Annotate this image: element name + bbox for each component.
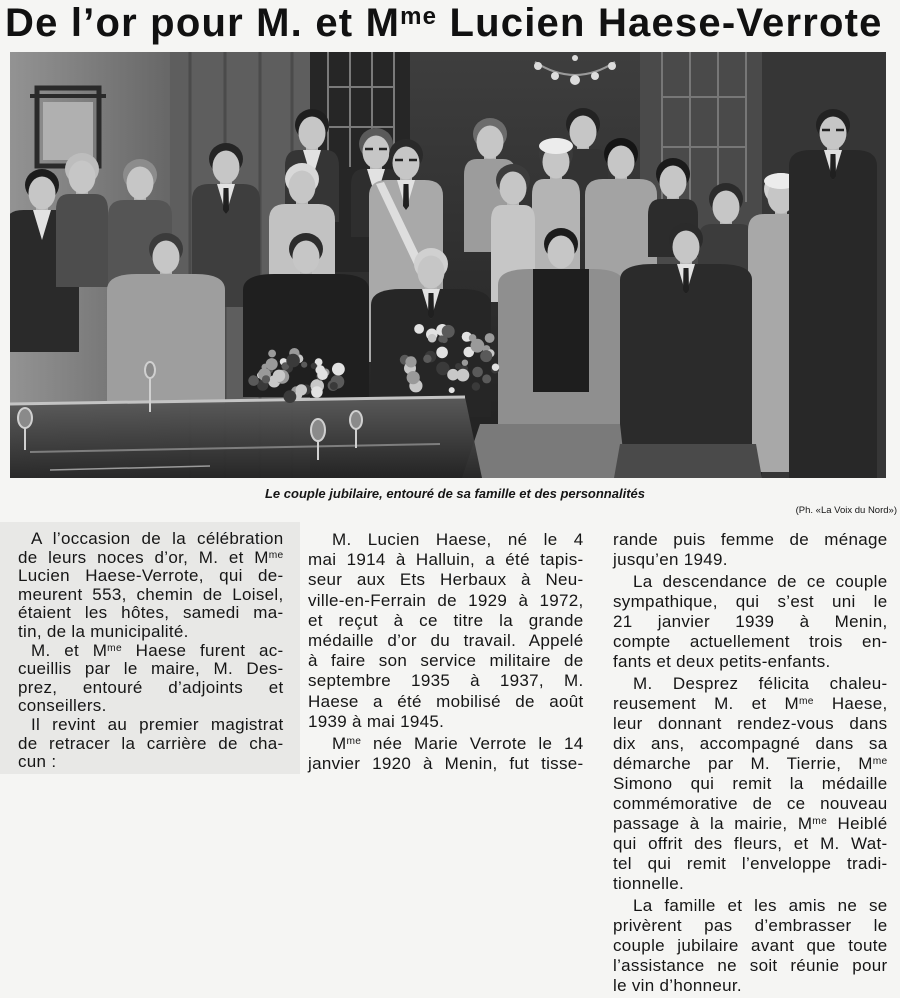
text-line: conseillers. [18,696,107,716]
text-line: médaille d’or du travail. Appelé [308,630,584,650]
text-line: reusement M. et $M^{me}$ Haese, [613,694,888,713]
flower [268,350,276,358]
trousers [614,444,762,478]
text-line: seur aux Ets Herbaux à Neu- [308,570,584,590]
text-line: privèrent pas d’embrasser le [613,916,888,935]
flower [273,370,285,382]
person-face [69,161,96,194]
flower [311,363,317,369]
flower [480,350,492,362]
person-face [293,241,320,274]
person-face [713,191,740,224]
person-tie [428,293,434,319]
text-line: La famille et les amis ne se [633,896,888,915]
person-face [500,172,527,205]
text-line: cueillis par le maire, M. Des- [18,659,284,679]
text-line: septembre 1935 à 1937, M. [308,671,584,691]
photo-credit: (Ph. «La Voix du Nord») [795,505,897,516]
text-line: leur donnant rendez-vous dans [613,714,888,733]
person-face [29,177,56,210]
person-body [107,274,225,404]
person-face [820,117,847,150]
article-column-1 [18,530,284,772]
person-body [56,194,108,287]
group-photo [10,52,886,478]
flower [472,367,483,378]
person-figure [789,109,877,478]
text-line: M. Desprez félicita chaleu- [633,674,888,693]
flower [482,374,491,383]
paragraph [18,642,284,716]
superscript: me [268,549,284,561]
paragraph [613,896,888,996]
paragraph [613,530,888,570]
paragraph [18,716,284,772]
superscript: me [872,755,888,767]
glass-table [10,397,482,478]
text-line: démarche par M. Tierrie, $M^{me}$ [613,754,888,773]
flower [442,325,455,338]
paragraph [308,734,584,774]
text-line: ville-en-Ferrain de 1929 à 1972, [308,590,584,610]
text-line: sympathique, qui s’est uni le [613,592,888,611]
flower [311,386,323,398]
text-line: M. Lucien Haese, né le 4 [332,530,584,549]
person-face [127,167,154,200]
person-tie [830,154,836,180]
text-line: étaient les hôtes, samedi ma- [18,603,284,623]
text-line: tin, de la municipalité. [18,621,189,641]
person-tie [223,188,229,214]
trousers [462,424,626,478]
paragraph [308,530,584,732]
flower [469,334,477,342]
text-line: $M^{me}$ née Marie Verrote le 14 [332,733,584,753]
superscript: me [799,695,814,707]
person-sweater [533,269,589,392]
flower [462,360,468,366]
text-line: passage à la mairie, $M^{me}$ Heiblé [613,814,888,833]
flower [266,358,278,370]
text-line: le vin d’honneur. [613,976,742,995]
superscript: me [400,3,438,30]
text-line: couple jubilaire avant que toute [613,936,888,955]
person-face [153,241,180,274]
text-line: dix ans, accompagné dans sa [613,734,888,753]
person-face [548,236,575,269]
person-face [418,256,445,289]
text-line: A l’occasion de la célébration [31,529,284,548]
text-line: tionnelle. [613,874,685,893]
text-line: de retracer la carrière de cha- [18,733,284,753]
flower [414,324,424,334]
text-line: M. et $M^{me}$ Haese furent ac- [31,640,284,660]
flower [332,363,345,376]
flower [447,369,459,381]
flower [472,382,480,390]
photo-caption: Le couple jubilaire, entouré de sa famille et des personnalités [264,486,645,501]
text-line: jusqu’en 1949. [613,550,728,569]
flower [286,354,300,368]
person-face [477,126,504,159]
person-face [570,116,597,149]
flower [330,382,338,390]
flower [317,369,328,380]
text-line: cun : [18,752,57,772]
person-face [393,147,420,180]
flower [407,371,420,384]
text-line: à faire son service militaire de [308,651,584,671]
text-line: qui offrit des fleurs, et M. Wat- [613,834,888,853]
text-line: l’assistance ne soit réunie pour [613,956,888,975]
headline: De l’or pour M. et $M^{me}$ Lucien Haese-Verrote [5,1,883,45]
text-line: mai 1914 à Halluin, a été tapis- [308,550,584,570]
flower [423,355,431,363]
text-line: Lucien Haese-Verrote, qui de- [18,566,284,586]
paragraph [613,572,888,672]
text-line: compte actuellement trois en- [613,632,888,651]
flower [441,336,448,343]
person-tie [683,268,689,294]
superscript: me [107,642,122,654]
text-line: Il revint au premier magistrat [31,714,284,734]
text-line: rande puis femme de ménage [613,530,888,549]
paragraph [613,674,888,894]
superscript: me [812,815,828,827]
text-line: 1939 à mai 1945. [308,711,445,731]
flower [296,384,307,395]
text-line: de leurs noces d’or, M. et $M^{me}$ [18,547,284,567]
paragraph [18,530,284,642]
flower [485,333,495,343]
text-line: meurent 553, chemin de Loisel, [18,584,284,604]
text-line: Haese a été mobilisé de août [308,691,584,711]
person-face [660,166,687,199]
text-line: fants et deux petits-enfants. [613,652,831,671]
flower [284,390,297,403]
article-column-3 [613,530,888,996]
person-body [789,150,877,478]
flower [492,364,499,371]
text-line: 21 janvier 1939 à Menin, [613,612,888,631]
flower [262,375,270,383]
text-line: commémorative de ce nouveau [613,794,888,813]
text-line: et reçut à ce titre la grande [308,610,584,630]
flower [248,375,259,386]
flower [428,334,437,343]
person-face [673,231,700,264]
flower [436,347,448,359]
person-face [213,151,240,184]
person-face [299,117,326,150]
article-column-2 [308,530,584,774]
superscript: me [346,735,362,747]
flower [405,356,416,367]
text-line: La descendance de ce couple [633,572,888,591]
person-face [363,136,390,169]
hat [539,138,573,154]
person-face [608,146,635,179]
text-line: prez, entouré d’adjoints et [18,677,284,697]
person-tie [403,184,409,210]
text-line: Simono qui remit la médaille [613,774,888,793]
person-face [289,171,316,204]
flower [449,387,455,393]
text-line: janvier 1920 à Menin, fut tisse- [308,754,584,774]
flower [301,362,307,368]
text-line: tel qui remit l’enveloppe tradi- [613,854,888,873]
flower [455,363,461,369]
